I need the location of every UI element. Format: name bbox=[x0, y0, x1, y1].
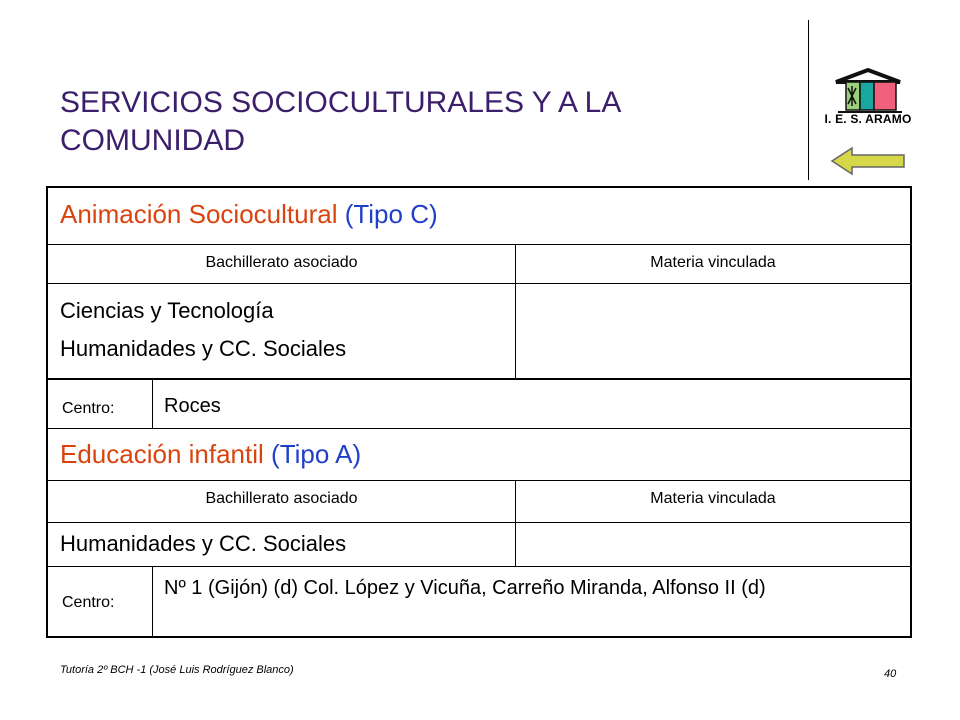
section-1-bachillerato-2: Humanidades y CC. Sociales bbox=[60, 336, 347, 361]
section-2-name: Educación infantil bbox=[60, 439, 264, 469]
slide-title-line-1: SERVICIOS SOCIOCULTURALES Y A LA bbox=[60, 86, 622, 119]
section-2-type: (Tipo A) bbox=[271, 439, 362, 469]
page-number: 40 bbox=[884, 668, 897, 680]
back-arrow-button[interactable] bbox=[830, 146, 906, 176]
footer-text: Tutoría 2º BCH -1 (José Luis Rodríguez Blanco) bbox=[60, 664, 294, 676]
section-2-bachillerato-1: Humanidades y CC. Sociales bbox=[60, 531, 347, 556]
section-2-title bbox=[60, 438, 361, 470]
section-2-header-materia: Materia vinculada bbox=[650, 490, 776, 507]
section-2-centro-value: Nº 1 (Gijón) (d) Col. López y Vicuña, Carreño Miranda, Alfonso II (d) bbox=[164, 577, 766, 599]
section-1-name: Animación Sociocultural bbox=[60, 199, 338, 229]
vertical-divider bbox=[808, 20, 809, 180]
section-2-centro-label: Centro: bbox=[62, 594, 115, 611]
programs-table bbox=[46, 186, 912, 638]
school-name: I. E. S. ARAMO bbox=[824, 112, 912, 126]
section-1-header-bachillerato: Bachillerato asociado bbox=[205, 254, 358, 271]
section-1-header-materia: Materia vinculada bbox=[650, 254, 776, 271]
section-1-centro-value: Roces bbox=[164, 395, 221, 417]
section-2-header-bachillerato: Bachillerato asociado bbox=[205, 490, 358, 507]
slide-title-line-2: COMUNIDAD bbox=[60, 124, 245, 157]
section-1-bachillerato-1: Ciencias y Tecnología bbox=[60, 298, 274, 323]
section-1-centro-label: Centro: bbox=[62, 400, 115, 417]
section-1-type: (Tipo C) bbox=[344, 199, 438, 229]
slide-title bbox=[60, 84, 780, 160]
section-1-title bbox=[60, 198, 438, 230]
